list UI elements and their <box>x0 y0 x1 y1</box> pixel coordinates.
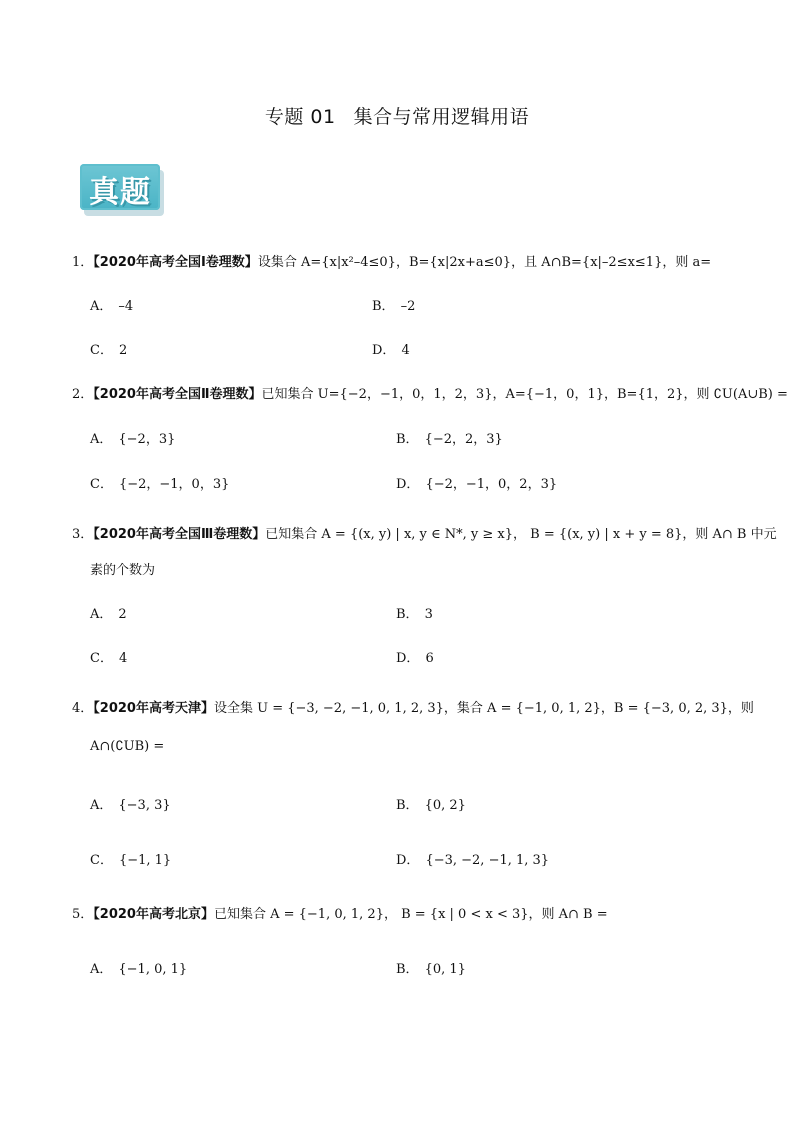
question-2 <box>72 386 788 404</box>
question-stem: 设集合 A={x|x²–4≤0}，B={x|2x+a≤0}，且 A∩B={x|–2≤x≤1}，则 a= <box>257 255 712 270</box>
option-d[interactable]: D． {−2，−1，0，2，3} <box>396 477 558 492</box>
question-number: 2． <box>72 387 94 402</box>
question-source: 【2020年高考全国Ⅱ卷理数】 <box>93 387 262 402</box>
option-b[interactable]: B． 3 <box>396 607 433 622</box>
option-c[interactable]: C． 4 <box>90 651 128 666</box>
question-3 <box>72 526 777 580</box>
option-d[interactable]: D． {−3, −2, −1, 1, 3} <box>396 853 550 868</box>
option-a[interactable]: A． {−3, 3} <box>90 798 171 813</box>
zhenti-badge <box>80 164 166 218</box>
question-stem: 已知集合 A = {(x, y) | x, y ∈ N*, y ≥ x}， B = {(x, y) | x + y = 8}，则 A∩ B 中元 <box>265 527 777 542</box>
question-stem-continued: 素的个数为 <box>90 563 156 578</box>
question-number: 3． <box>72 527 94 542</box>
question-stem: 已知集合 A = {−1, 0, 1, 2}， B = {x | 0 < x < 3}，则 A∩ B = <box>213 907 608 922</box>
topic-number: 专题 01 <box>264 106 336 128</box>
question-number: 1． <box>72 255 94 270</box>
option-b[interactable]: B． –2 <box>372 299 416 314</box>
option-d[interactable]: D． 6 <box>396 651 434 666</box>
question-source: 【2020年高考天津】 <box>93 701 214 716</box>
option-a[interactable]: A． –4 <box>90 299 134 314</box>
option-b[interactable]: B． {0, 1} <box>396 962 466 977</box>
question-stem: 已知集合 U={−2，−1，0，1，2，3}，A={−1，0，1}，B={1，2}，则 ∁U(A∪B) = <box>261 387 788 402</box>
question-1 <box>72 254 732 272</box>
option-d[interactable]: D． 4 <box>372 343 410 358</box>
question-source: 【2020年高考全国Ⅰ卷理数】 <box>93 255 258 270</box>
option-b[interactable]: B． {−2，2，3} <box>396 432 503 447</box>
option-a[interactable]: A． {−1, 0, 1} <box>90 962 188 977</box>
question-stem-continued: A∩(∁UB) = <box>90 739 165 754</box>
question-4 <box>72 700 754 756</box>
option-a[interactable]: A． 2 <box>90 607 127 622</box>
question-source: 【2020年高考全国Ⅲ卷理数】 <box>93 527 266 542</box>
question-source: 【2020年高考北京】 <box>93 907 214 922</box>
question-number: 5． <box>72 907 94 922</box>
question-5 <box>72 906 732 924</box>
option-a[interactable]: A． {−2，3} <box>90 432 176 447</box>
page-title <box>0 102 794 129</box>
topic-title: 集合与常用逻辑用语 <box>353 106 530 128</box>
option-c[interactable]: C． 2 <box>90 343 128 358</box>
option-c[interactable]: C． {−2，−1，0，3} <box>90 477 230 492</box>
question-number: 4． <box>72 701 94 716</box>
option-c[interactable]: C． {−1, 1} <box>90 853 172 868</box>
badge-text: 真题 <box>89 175 151 210</box>
question-stem: 设全集 U = {−3, −2, −1, 0, 1, 2, 3}，集合 A = {−1, 0, 1, 2}，B = {−3, 0, 2, 3}，则 <box>213 701 754 716</box>
option-b[interactable]: B． {0, 2} <box>396 798 466 813</box>
